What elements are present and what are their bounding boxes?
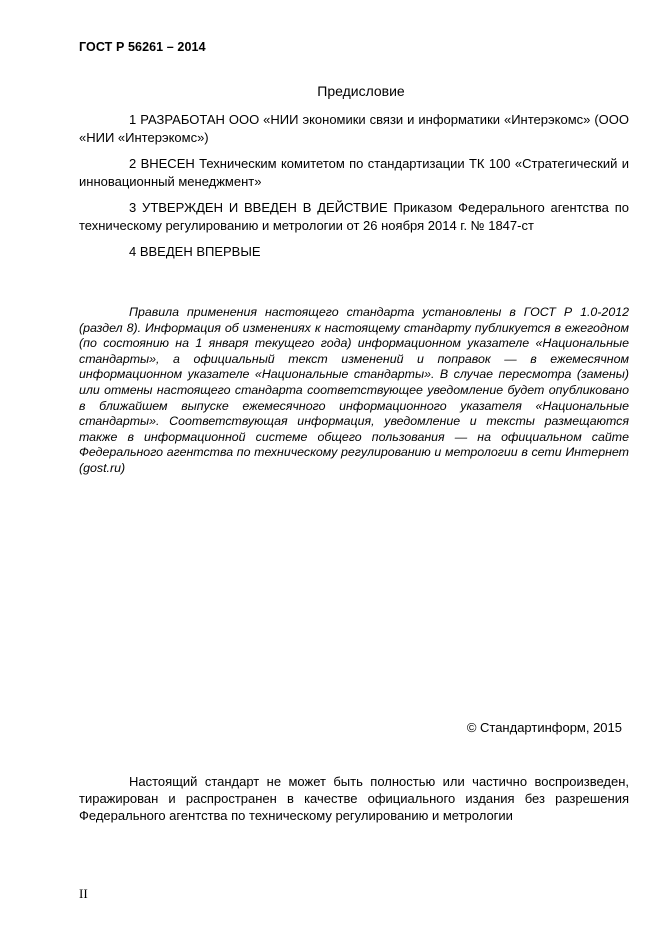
standard-header: ГОСТ Р 56261 – 2014 [79,40,206,54]
preface-item-developed: 1 РАЗРАБОТАН ООО «НИИ экономики связи и информатики «Интерэкомс» (ООО «НИИ «Интерэкомс») [79,112,629,145]
preface-item-submitted: 2 ВНЕСЕН Техническим комитетом по стандартизации ТК 100 «Стратегический и инновационный менеджмент» [79,156,629,189]
preface-title: Предисловие [317,83,405,99]
copyright-line: © Стандартинформ, 2015 [466,720,622,735]
application-rules-notice: Правила применения настоящего стандарта установлены в ГОСТ Р 1.0-2012 (раздел 8). Информация об изменениях к настоящему стандарту публикуется в ежегодном (по состоянию на 1 января текущего года) информационном указателе «Национальные стандарты», а официальный текст изменений и поправок — в ежемесячном информационном указателе «Национальные стандарты». В случае пересмотра (замены) или отмены настоящего стандарта соответствующее уведомление будет опубликовано в ближайшем выпуске ежемесячного информационного указателя «Национальные стандарты». Соответствующая информация, уведомление и тексты размещаются также в информационной системе общего пользования — на официальном сайте Федерального агентства по техническому регулированию и метрологии в сети Интернет (gost.ru) [79,305,629,475]
reproduction-notice: Настоящий стандарт не может быть полностью или частично воспроизведен, тиражирован и распространен в качестве официального издания без разрешения Федерального агентства по техническому регулированию и метрологии [79,774,629,823]
preface-item-introduced: 4 ВВЕДЕН ВПЕРВЫЕ [129,244,261,259]
page-number: II [79,886,88,901]
preface-item-approved: 3 УТВЕРЖДЕН И ВВЕДЕН В ДЕЙСТВИЕ Приказом Федерального агентства по техническому регулированию и метрологии от 26 ноября 2014 г. № 1847-ст [79,200,629,233]
